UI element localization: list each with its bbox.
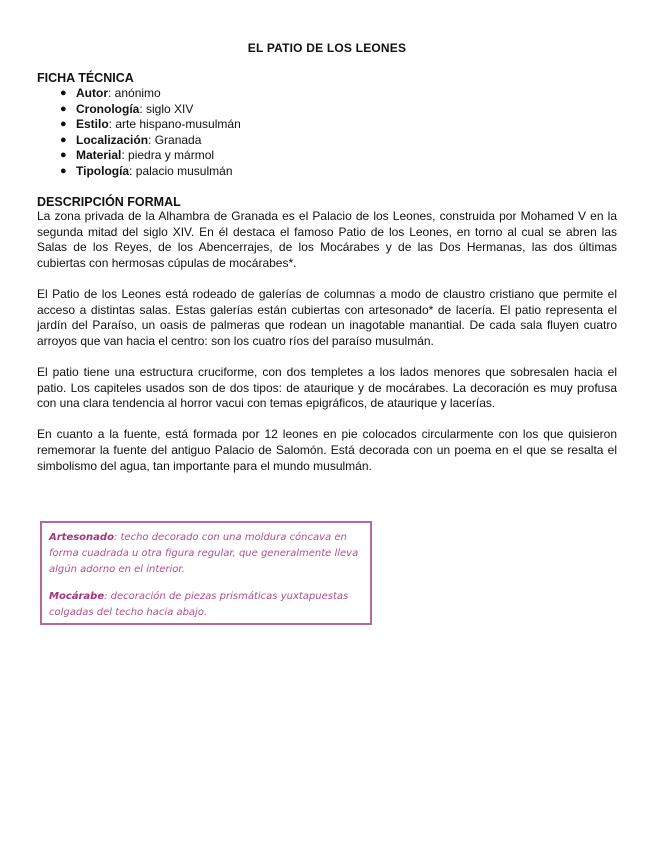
ficha-label: Material bbox=[76, 148, 122, 163]
ficha-label: Cronología bbox=[76, 101, 140, 116]
glossary-entry-artesonado bbox=[49, 530, 362, 578]
bullet-icon: ● bbox=[60, 133, 67, 146]
ficha-item-localizacion bbox=[37, 133, 241, 149]
glossary-box bbox=[40, 521, 372, 625]
bullet-icon: ● bbox=[60, 102, 67, 115]
ficha-value: : arte hispano-musulmán bbox=[108, 117, 241, 132]
document-title: EL PATIO DE LOS LEONES bbox=[247, 41, 407, 55]
glossary-term: Artesonado bbox=[49, 532, 114, 543]
ficha-label: Autor bbox=[76, 86, 108, 100]
ficha-item-cronologia bbox=[37, 102, 241, 118]
descripcion-formal-heading: DESCRIPCIÓN FORMAL bbox=[37, 195, 181, 209]
ficha-tecnica-heading: FICHA TÉCNICA bbox=[37, 71, 134, 85]
bullet-icon: ● bbox=[60, 164, 67, 177]
ficha-value: : anónimo bbox=[108, 86, 161, 100]
ficha-value: : piedra y mármol bbox=[121, 148, 215, 163]
glossary-entry-mocarabe bbox=[49, 589, 362, 621]
ficha-tecnica-list bbox=[37, 86, 241, 180]
ficha-value: : siglo XIV bbox=[139, 101, 194, 116]
ficha-label: Tipología bbox=[76, 163, 130, 178]
ficha-item-material bbox=[37, 148, 241, 164]
paragraph: El patio tiene una estructura cruciforme, con dos templetes a los lados menores que sobresalen hacia el patio. Los capiteles usados son de dos tipos: de ataurique y de mocárabes. La decoración es muy profusa con una clara tendencia al horror vacui con temas epigráficos, de ataurique y lacerías. bbox=[37, 364, 617, 411]
glossary-term: Mocárabe bbox=[49, 591, 105, 602]
bullet-icon: ● bbox=[60, 87, 67, 99]
bullet-icon: ● bbox=[60, 149, 67, 162]
ficha-item-estilo bbox=[37, 117, 241, 133]
bullet-icon: ● bbox=[60, 118, 67, 131]
glossary-definition: : techo decorado con una moldura cóncava en forma cuadrada u otra figura regular, que generalmente lleva algún adorno en el interior. bbox=[49, 532, 359, 575]
descripcion-body bbox=[37, 209, 617, 490]
ficha-value: : palacio musulmán bbox=[129, 163, 233, 178]
paragraph: El Patio de los Leones está rodeado de galerías de columnas a modo de claustro cristiano que permite el acceso a distintas salas. Estas galerías están cubiertas con artesonado* de lacería. El patio representa el jardín del Paraíso, un oasis de palmeras que rodean un inagotable manantial. De cada sala fluyen cuatro arroyos que van hacia el centro: son los cuatro ríos del paraíso musulmán. bbox=[37, 286, 617, 348]
ficha-item-tipologia bbox=[37, 164, 241, 180]
ficha-item-autor bbox=[37, 86, 241, 102]
glossary-definition: : decoración de piezas prismáticas yuxtapuestas colgadas del techo hacia abajo. bbox=[49, 591, 349, 618]
paragraph: En cuanto a la fuente, está formada por 12 leones en pie colocados circularmente con los que quisieron rememorar la fuente del antiguo Palacio de Salomón. Está decorada con un poema en el que se resalta el simbolismo del agua, tan importante para el mundo musulmán. bbox=[37, 427, 617, 473]
paragraph: La zona privada de la Alhambra de Granada es el Palacio de los Leones, construida por Mohamed V en la segunda mitad del siglo XIV. En él destaca el famoso Patio de los Leones, en torno al cual se abren las Salas de los Reyes, de los Abencerrajes, de los Mocárabes y de las Dos Hermanas, las dos últimas cubiertas con hermosas cúpulas de mocárabes*. bbox=[37, 209, 617, 270]
ficha-label: Estilo bbox=[76, 117, 109, 132]
ficha-value: : Granada bbox=[148, 132, 202, 147]
ficha-label: Localización bbox=[76, 132, 149, 147]
